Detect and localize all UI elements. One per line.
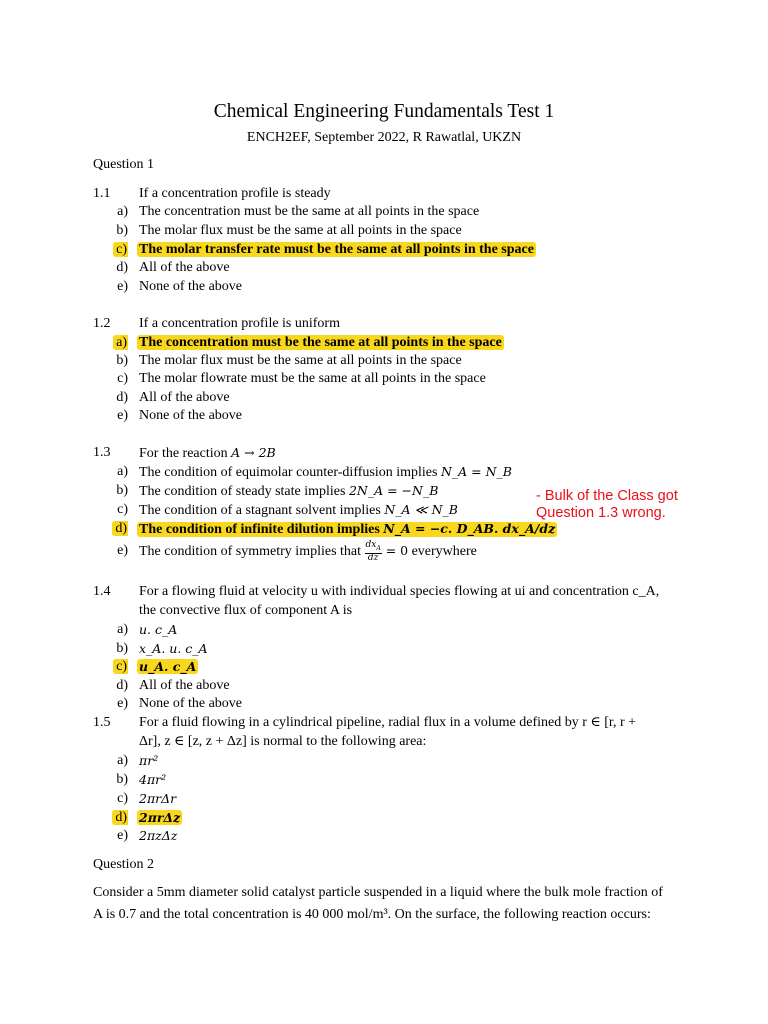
page-title: Chemical Engineering Fundamentals Test 1 (213, 101, 555, 122)
option-1-1-d: d) All of the above (116, 260, 230, 275)
option-1-4-b: b) x_A. u. c_A (116, 641, 208, 656)
question-1-4-stem-cont: the convective flux of component A is (139, 603, 353, 618)
option-1-3-e: e) The condition of symmetry implies that $\frac{dx_A}{dz}$ = 0 everywhere (117, 540, 477, 563)
option-1-4-d: d) All of the above (116, 678, 230, 693)
question-1-5-stem: 1.5 For a fluid flowing in a cylindrical pipeline, radial flux in a volume defined by r ∈ [r, r + (93, 715, 637, 730)
option-1-5-e: e) 2πzΔz (117, 828, 178, 843)
option-1-1-e: e) None of the above (117, 279, 243, 294)
option-1-2-b: b) The molar flux must be the same at all points in the space (116, 353, 462, 368)
option-1-4-a: a) u. c_A (117, 622, 178, 637)
question-1-5-stem-cont: Δr], z ∈ [z, z + Δz] is normal to the following area: (139, 734, 427, 749)
option-1-1-a: a) The concentration must be the same at all points in the space (117, 204, 480, 219)
option-1-1-b: b) The molar flux must be the same at all points in the space (116, 223, 462, 238)
option-1-2-a-highlighted: a) The concentration must be the same at all points in the space (0, 333, 768, 352)
option-1-2-d: d) All of the above (116, 390, 230, 405)
question-2-heading: Question 2 (93, 857, 155, 872)
option-1-4-e: e) None of the above (117, 696, 243, 711)
option-1-3-b: b) The condition of steady state implies 2N_A = −N_B (116, 483, 439, 499)
option-1-5-c: c) 2πrΔr (117, 791, 177, 806)
question-1-3-stem: 1.3 For the reaction A → 2B (93, 445, 276, 461)
page-subtitle: ENCH2EF, September 2022, R Rawatlal, UKZN (246, 130, 522, 145)
option-1-2-e: e) None of the above (117, 408, 243, 423)
question-1-2-stem: 1.2 If a concentration profile is uniform (93, 316, 340, 331)
option-1-3-d-highlighted: d) The condition of infinite dilution implies N_A = −c. D_AB. dx_A/dz (0, 519, 768, 538)
question-1-heading: Question 1 (93, 157, 155, 172)
question-1-1-stem: 1.1 If a concentration profile is steady (93, 186, 331, 201)
option-1-5-a: a) πr² (117, 753, 159, 768)
question-1-4-stem: 1.4 For a flowing fluid at velocity u with individual species flowing at ui and concentration c_A, (93, 584, 660, 599)
option-1-3-c: c) The condition of a stagnant solvent implies N_A ≪ N_B (117, 502, 458, 518)
derivative-fraction: $\frac{dx_A}{dz}$ (365, 540, 381, 563)
option-1-3-a: a) The condition of equimolar counter-diffusion implies N_A = N_B (117, 464, 512, 480)
class-performance-note: - Bulk of the Class got Question 1.3 wrong. (536, 488, 678, 521)
option-1-4-c-highlighted: c) u_A. c_A (0, 657, 768, 676)
option-1-5-b: b) 4πr² (116, 772, 167, 787)
question-2-paragraph: Consider a 5mm diameter solid catalyst particle suspended in a liquid where the bulk mole fraction of A is 0.7 and the total concentration is 40 000 mol/m³. On the surface, the following reaction occurs: (93, 885, 663, 922)
option-1-1-c-highlighted: c) The molar transfer rate must be the same at all points in the space (0, 240, 768, 259)
option-1-5-d-highlighted: d) 2πrΔz (0, 808, 768, 827)
option-1-2-c: c) The molar flowrate must be the same at all points in the space (117, 371, 486, 386)
